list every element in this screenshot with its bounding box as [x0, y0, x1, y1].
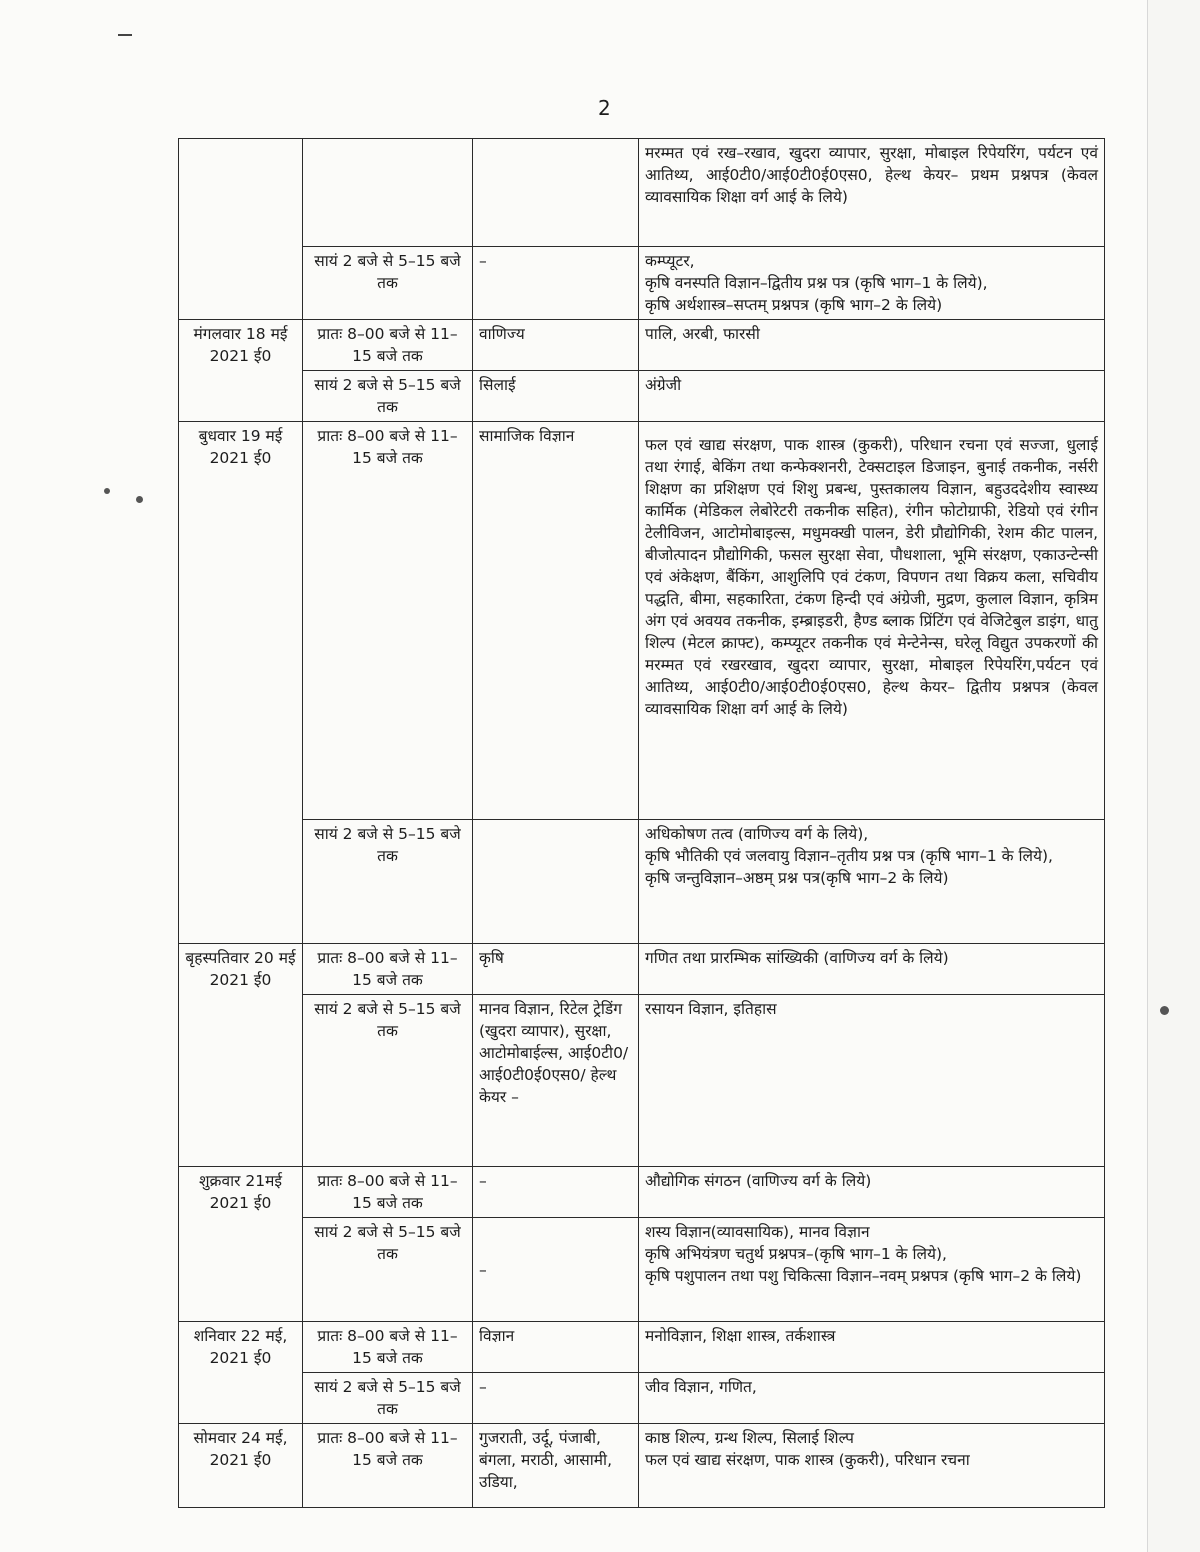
ink-blot	[136, 496, 143, 503]
subject-detail-cell: मनोविज्ञान, शिक्षा शास्त्र, तर्कशास्त्र	[639, 1322, 1105, 1373]
day-cell: शनिवार 22 मई, 2021 ई0	[179, 1322, 303, 1424]
time-cell: सायं 2 बजे से 5–15 बजे तक	[303, 371, 473, 422]
subject-cell: –	[473, 1167, 639, 1218]
table-row	[179, 371, 1105, 422]
time-cell: सायं 2 बजे से 5–15 बजे तक	[303, 995, 473, 1167]
day-cell: बुधवार 19 मई 2021 ई0	[179, 422, 303, 944]
subject-cell: सिलाई	[473, 371, 639, 422]
detail-line: कृषि भौतिकी एवं जलवायु विज्ञान–तृतीय प्रश्न पत्र (कृषि भाग–1 के लिये),	[645, 847, 1053, 865]
time-cell: सायं 2 बजे से 5–15 बजे तक	[303, 1373, 473, 1424]
subject-detail-cell	[639, 247, 1105, 320]
time-cell: प्रातः 8–00 बजे से 11–15 बजे तक	[303, 944, 473, 995]
ink-blot	[1160, 1006, 1169, 1015]
time-cell: प्रातः 8–00 बजे से 11–15 बजे तक	[303, 320, 473, 371]
time-cell: प्रातः 8–00 बजे से 11–15 बजे तक	[303, 1322, 473, 1373]
detail-line: अधिकोषण तत्व (वाणिज्य वर्ग के लिये),	[645, 825, 869, 843]
day-cell	[179, 139, 303, 320]
table-row	[179, 247, 1105, 320]
detail-line: कृषि अभियंत्रण चतुर्थ प्रश्नपत्र–(कृषि भाग–1 के लिये),	[645, 1245, 947, 1263]
detail-line: कृषि पशुपालन तथा पशु चिकित्सा विज्ञान–नवम् प्रश्नपत्र (कृषि भाग–2 के लिये)	[645, 1267, 1082, 1285]
subject-detail-cell: जीव विज्ञान, गणित,	[639, 1373, 1105, 1424]
exam-schedule-table	[178, 138, 1105, 1508]
time-cell: प्रातः 8–00 बजे से 11–15 बजे तक	[303, 1167, 473, 1218]
ink-blot	[104, 488, 110, 494]
detail-line: कम्प्यूटर,	[645, 252, 695, 270]
subject-cell: –	[473, 1218, 639, 1322]
subject-cell: मानव विज्ञान, रिटेल ट्रेडिंग (खुदरा व्यापार), सुरक्षा, आटोमोबाईल्स, आई0टी0/ आई0टी0ई0एस0/ हेल्थ केयर –	[473, 995, 639, 1167]
page-number: 2	[598, 96, 611, 120]
table-row	[179, 1218, 1105, 1322]
table-row	[179, 1424, 1105, 1508]
day-cell: शुक्रवार 21मई 2021 ई0	[179, 1167, 303, 1322]
day-cell: सोमवार 24 मई, 2021 ई0	[179, 1424, 303, 1508]
subject-detail-cell	[639, 1218, 1105, 1322]
time-cell: सायं 2 बजे से 5–15 बजे तक	[303, 820, 473, 944]
scan-mark	[118, 34, 132, 36]
subject-cell	[473, 139, 639, 247]
table-row	[179, 995, 1105, 1167]
subject-detail-cell: अंग्रेजी	[639, 371, 1105, 422]
subject-detail-cell: गणित तथा प्रारम्भिक सांख्यिकी (वाणिज्य वर्ग के लिये)	[639, 944, 1105, 995]
table-row	[179, 320, 1105, 371]
table-row	[179, 422, 1105, 820]
detail-line: कृषि वनस्पति विज्ञान–द्वितीय प्रश्न पत्र (कृषि भाग–1 के लिये),	[645, 274, 988, 292]
subject-detail-cell: रसायन विज्ञान, इतिहास	[639, 995, 1105, 1167]
subject-detail-cell: मरम्मत एवं रख–रखाव, खुदरा व्यापार, सुरक्षा, मोबाइल रिपेयरिंग, पर्यटन एवं आतिथ्य, आई0टी0/आई0टी0ई0एस0, हेल्थ केयर– प्रथम प्रश्नपत्र (केवल व्यावसायिक शिक्षा वर्ग आई के लिये)	[639, 139, 1105, 247]
detail-line: कृषि जन्तुविज्ञान–अष्ठम् प्रश्न पत्र(कृषि भाग–2 के लिये)	[645, 869, 949, 887]
subject-cell: सामाजिक विज्ञान	[473, 422, 639, 820]
table-row	[179, 1322, 1105, 1373]
detail-line: फल एवं खाद्य संरक्षण, पाक शास्त्र (कुकरी), परिधान रचना	[645, 1451, 970, 1469]
subject-detail-cell: औद्योगिक संगठन (वाणिज्य वर्ग के लिये)	[639, 1167, 1105, 1218]
table-row	[179, 820, 1105, 944]
time-cell: सायं 2 बजे से 5–15 बजे तक	[303, 247, 473, 320]
table-row	[179, 1167, 1105, 1218]
subject-detail-cell: फल एवं खाद्य संरक्षण, पाक शास्त्र (कुकरी), परिधान रचना एवं सज्जा, धुलाई तथा रंगाई, बेकिंग तथा कन्फेक्शनरी, टेक्सटाइल डिजाइन, बुनाई तकनीक, नर्सरी शिक्षण का प्रशिक्षण एवं शिशु प्रबन्ध, पुस्तकालय विज्ञान, बहुउददेशीय स्वास्थ्य कार्मिक (मेडिकल लेबोरेटरी तकनीक सहित), रंगीन फोटोग्राफी, रेडियो एवं रंगीन टेलीविजन, आटोमोबाइल्स, मधुमक्खी पालन, डेरी प्रौद्योगिकी, रेशम कीट पालन, बीजोत्पादन प्रौद्योगिकी, फसल सुरक्षा सेवा, पौधशाला, भूमि संरक्षण, एकाउन्टेन्सी एवं अंकेक्षण, बैंकिंग, आशुलिपि एवं टंकण, विपणन तथा विक्रय कला, सचिवीय पद्धति, बीमा, सहकारिता, टंकण हिन्दी एवं अंग्रेजी, मुद्रण, कुलाल विज्ञान, कृत्रिम अंग एवं अवयव तकनीक, इम्ब्राइडरी, हैण्ड ब्लाक प्रिंटिंग एवं वेजिटेबुल डाइंग, धातु शिल्प (मेटल क्राफ्ट), कम्प्यूटर तकनीक एवं मेन्टेनेन्स, घरेलू विद्युत उपकरणों की मरम्मत एवं रखरखाव, खुदरा व्यापार, सुरक्षा, मोबाइल रिपेयरिंग,पर्यटन एवं आतिथ्य, आई0टी0/आई0टी0ई0एस0, हेल्थ केयर– द्वितीय प्रश्नपत्र (केवल व्यावसायिक शिक्षा वर्ग आई के लिये)	[639, 422, 1105, 820]
subject-cell: कृषि	[473, 944, 639, 995]
time-cell: सायं 2 बजे से 5–15 बजे तक	[303, 1218, 473, 1322]
day-cell: मंगलवार 18 मई 2021 ई0	[179, 320, 303, 422]
table-row	[179, 1373, 1105, 1424]
page-edge-shadow	[1147, 0, 1200, 1552]
subject-cell: गुजराती, उर्दू, पंजाबी, बंगला, मराठी, आसामी, उडिया,	[473, 1424, 639, 1508]
subject-detail-cell	[639, 1424, 1105, 1508]
table-row	[179, 944, 1105, 995]
subject-cell: –	[473, 1373, 639, 1424]
subject-detail-cell	[639, 820, 1105, 944]
detail-line: काष्ठ शिल्प, ग्रन्थ शिल्प, सिलाई शिल्प	[645, 1429, 854, 1447]
time-cell	[303, 139, 473, 247]
subject-cell	[473, 820, 639, 944]
subject-cell: वाणिज्य	[473, 320, 639, 371]
day-cell: बृहस्पतिवार 20 मई 2021 ई0	[179, 944, 303, 1167]
subject-cell: –	[473, 247, 639, 320]
subject-cell: विज्ञान	[473, 1322, 639, 1373]
time-cell: प्रातः 8–00 बजे से 11–15 बजे तक	[303, 1424, 473, 1508]
subject-detail-cell: पालि, अरबी, फारसी	[639, 320, 1105, 371]
detail-line: कृषि अर्थशास्त्र–सप्तम् प्रश्नपत्र (कृषि भाग–2 के लिये)	[645, 296, 943, 314]
time-cell: प्रातः 8–00 बजे से 11–15 बजे तक	[303, 422, 473, 820]
table-row	[179, 139, 1105, 247]
detail-line: शस्य विज्ञान(व्यावसायिक), मानव विज्ञान	[645, 1223, 870, 1241]
